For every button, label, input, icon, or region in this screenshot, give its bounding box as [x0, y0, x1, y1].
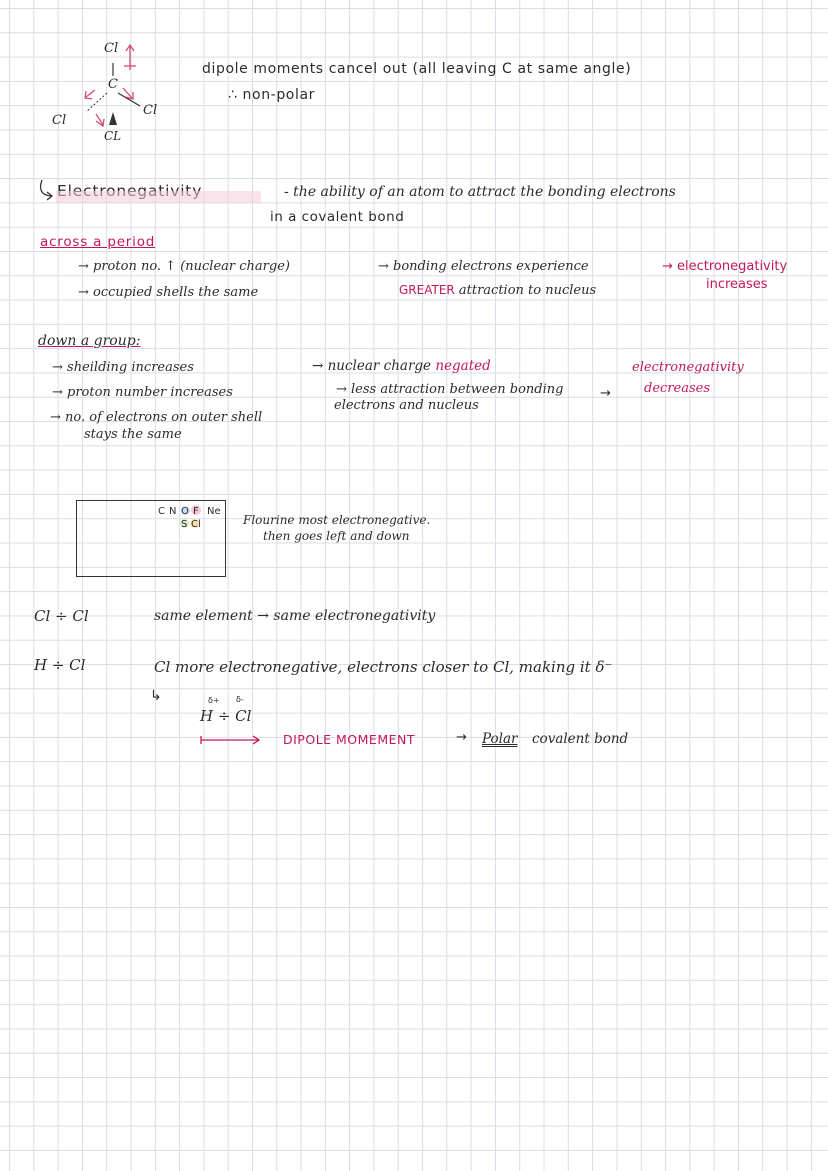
negated-word: negated — [435, 358, 491, 374]
across-point-1: → proton no. ↑ (nuclear charge) — [78, 259, 290, 274]
down-point-3: → no. of electrons on outer shell — [50, 410, 263, 425]
atom-cl-bottom: CL — [104, 129, 122, 143]
down-arrow: → — [600, 386, 611, 401]
across-result-line2: increases — [706, 277, 768, 292]
hcl-bond: H ÷ Cl — [34, 656, 86, 674]
polar-rest: covalent bond — [532, 731, 629, 747]
definition-term-highlight — [56, 191, 261, 203]
across-period-heading: across a period — [40, 234, 156, 250]
clcl-bond: Cl ÷ Cl — [34, 607, 89, 625]
down-effect-line2: → less attraction between bonding — [336, 382, 564, 397]
across-result-line1: → electronegativity — [662, 259, 788, 274]
fluorine-note-line2: then goes left and down — [263, 529, 410, 543]
molecule-bonds — [0, 0, 200, 160]
across-effect-line2 — [399, 284, 596, 299]
across-effect-line1: → bonding electrons experience — [378, 259, 589, 274]
atom-cl-left: Cl — [52, 113, 67, 128]
element-n: N — [169, 506, 177, 517]
element-ne: Ne — [207, 506, 221, 517]
delta-minus: δ- — [236, 695, 244, 704]
down-point-2: → proton number increases — [52, 385, 233, 400]
definition-text-line2: in a covalent bond — [270, 209, 405, 225]
element-cl: Cl — [191, 519, 201, 530]
down-effect-line3: electrons and nucleus — [334, 398, 479, 413]
down-effect-line1 — [312, 359, 491, 375]
greater-word: GREATER — [399, 283, 455, 297]
delta-plus: δ+ — [208, 696, 220, 705]
hook-arrow-2: ↳ — [150, 688, 162, 704]
down-point-1: → sheilding increases — [52, 360, 194, 375]
polar-word: Polar — [482, 731, 518, 747]
across-effect-rest: attraction to nucleus — [458, 283, 597, 298]
atom-c-center: C — [108, 77, 118, 92]
element-c: C — [158, 506, 165, 517]
dipole-arrow-icon — [199, 734, 263, 746]
down-group-heading: down a group: — [38, 333, 141, 349]
down-point-4: stays the same — [84, 427, 182, 442]
hcl-note: Cl more electronegative, electrons closer to Cl, making it δ⁻ — [154, 658, 613, 676]
element-s: S — [181, 519, 188, 530]
down-result-line1: electronegativity — [632, 360, 744, 375]
hook-arrow-icon — [36, 178, 56, 202]
down-effect-prefix: → nuclear charge — [312, 358, 436, 374]
element-o: O — [181, 506, 189, 517]
down-result-line2: decreases — [644, 381, 710, 396]
atom-cl-right: Cl — [143, 103, 158, 118]
dipole-arrow: → — [456, 730, 467, 745]
dipole-note-line2: ∴ non-polar — [228, 87, 315, 103]
periodic-table-box — [76, 500, 226, 577]
definition-text: - the ability of an atom to attract the bonding electrons — [284, 184, 676, 200]
fluorine-note-line1: Flourine most electronegative. — [243, 513, 431, 527]
dipole-label: DIPOLE MOMEMENT — [283, 732, 415, 747]
hcl-shifted: H ÷ Cl — [200, 707, 252, 725]
dipole-note-line1: dipole moments cancel out (all leaving C at same angle) — [202, 61, 632, 77]
atom-cl-top: Cl — [104, 41, 119, 56]
clcl-note: same element → same electronegativity — [154, 608, 436, 624]
element-f: F — [193, 506, 199, 517]
across-point-2: → occupied shells the same — [78, 285, 259, 300]
